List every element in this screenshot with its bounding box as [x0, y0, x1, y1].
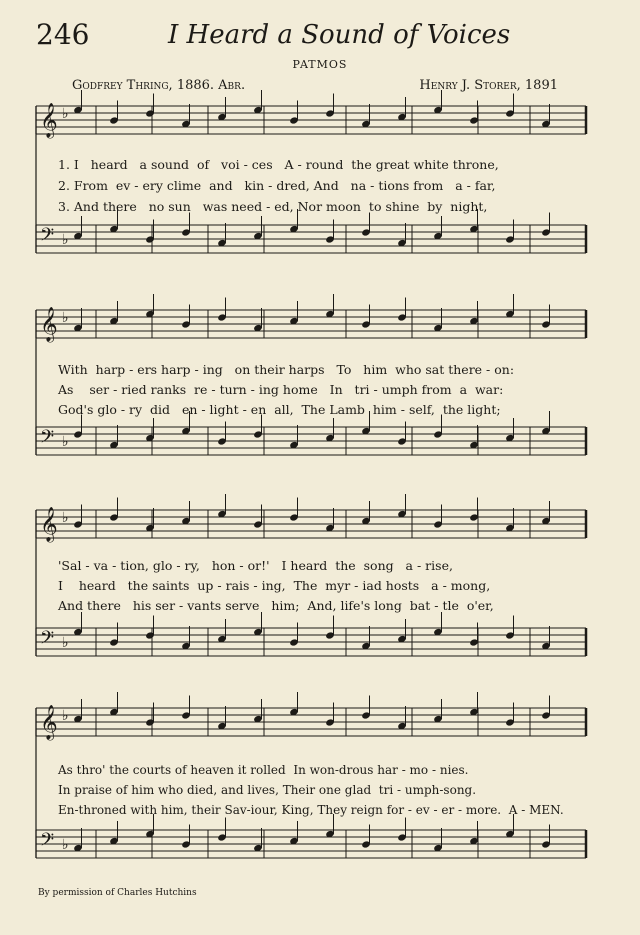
- bass-clef-icon: 𝄢: [40, 225, 55, 250]
- lyric-line: God's glo - ry did en - light - en all, The Lamb him - self, the light;: [58, 402, 501, 417]
- treble-clef-icon: 𝄞: [40, 307, 58, 342]
- flat-key-signature-icon: ♭: [62, 708, 69, 724]
- lyric-line: 1. I heard a sound of voi - ces A - round the great white throne,: [58, 157, 499, 172]
- lyric-line: As ser - ried ranks re - turn - ing home In tri - umph from a war:: [58, 382, 504, 397]
- composer-credit: Henry J. Storer, 1891: [419, 78, 558, 93]
- bass-clef-icon: 𝄢: [40, 830, 55, 855]
- author-credit: Godfrey Thring, 1886. Abr.: [72, 78, 246, 93]
- flat-key-signature-icon: ♭: [62, 434, 69, 450]
- lyric-line: En-throned with him, their Sav-iour, King, They reign for - ev - er - more. A - MEN.: [58, 803, 564, 817]
- lyric-line: 'Sal - va - tion, glo - ry, hon - or!' I heard the song a - rise,: [58, 558, 453, 573]
- flat-key-signature-icon: ♭: [62, 837, 69, 853]
- lyric-line: With harp - ers harp - ing on their harps To him who sat there - on:: [58, 362, 515, 377]
- hymn-title: I Heard a Sound of Voices: [168, 20, 511, 50]
- treble-clef-icon: 𝄞: [40, 507, 58, 542]
- tune-name: PATMOS: [292, 58, 348, 71]
- flat-key-signature-icon: ♭: [62, 232, 69, 248]
- bass-clef-icon: 𝄢: [40, 427, 55, 452]
- lyric-line: I heard the saints up - rais - ing, The myr - iad hosts a - mong,: [58, 578, 491, 593]
- flat-key-signature-icon: ♭: [62, 310, 69, 326]
- permission-credit: By permission of Charles Hutchins: [38, 888, 197, 898]
- hymn-number: 246: [36, 18, 90, 51]
- treble-clef-icon: 𝄞: [40, 705, 58, 740]
- lyric-line: And there his ser - vants serve him; And, life's long bat - tle o'er,: [58, 598, 494, 613]
- lyric-line: As thro' the courts of heaven it rolled In won-drous har - mo - nies.: [58, 763, 469, 777]
- lyric-line: 2. From ev - ery clime and kin - dred, And na - tions from a - far,: [58, 178, 496, 193]
- treble-clef-icon: 𝄞: [40, 103, 58, 138]
- flat-key-signature-icon: ♭: [62, 510, 69, 526]
- lyric-line: In praise of him who died, and lives, Their one glad tri - umph-song.: [58, 783, 477, 797]
- bass-clef-icon: 𝄢: [40, 628, 55, 653]
- lyric-line: 3. And there no sun was need - ed, Nor moon to shine by night,: [58, 199, 488, 214]
- flat-key-signature-icon: ♭: [62, 106, 69, 122]
- flat-key-signature-icon: ♭: [62, 635, 69, 651]
